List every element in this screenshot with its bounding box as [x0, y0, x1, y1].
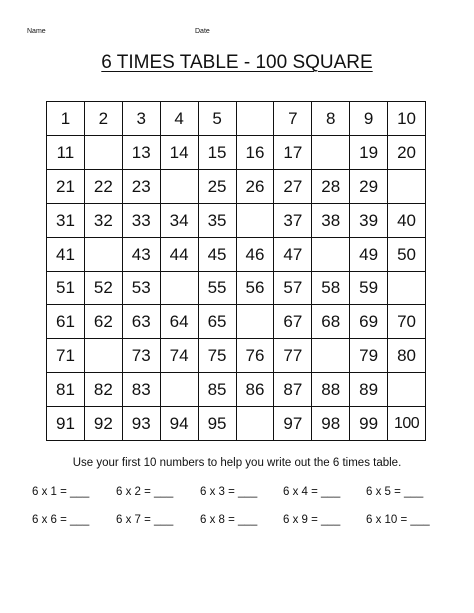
grid-cell: 74	[161, 339, 199, 373]
grid-cell-blank	[388, 272, 426, 306]
grid-cell: 37	[274, 204, 312, 238]
grid-cell: 14	[161, 136, 199, 170]
grid-cell: 85	[199, 373, 237, 407]
grid-cell: 34	[161, 204, 199, 238]
equation-6x6: 6 x 6 = ___	[32, 514, 90, 526]
page-title: 6 TIMES TABLE - 100 SQUARE	[101, 52, 373, 73]
grid-cell-blank	[237, 204, 275, 238]
grid-cell: 100	[388, 407, 426, 441]
grid-cell-blank	[161, 170, 199, 204]
grid-cell-blank	[388, 170, 426, 204]
grid-cell: 69	[350, 305, 388, 339]
equation-row-1	[0, 484, 474, 500]
grid-cell: 17	[274, 136, 312, 170]
grid-cell: 33	[123, 204, 161, 238]
date-label: Date	[195, 28, 210, 35]
grid-cell-blank	[388, 373, 426, 407]
grid-cell: 93	[123, 407, 161, 441]
grid-cell: 98	[312, 407, 350, 441]
equation-6x5: 6 x 5 = ___	[366, 486, 424, 498]
grid-cell: 50	[388, 238, 426, 272]
grid-cell: 52	[85, 272, 123, 306]
grid-cell: 57	[274, 272, 312, 306]
grid-cell: 88	[312, 373, 350, 407]
grid-cell-blank	[312, 238, 350, 272]
grid-cell: 77	[274, 339, 312, 373]
equation-6x7: 6 x 7 = ___	[116, 514, 174, 526]
grid-cell-blank	[312, 339, 350, 373]
equation-6x4: 6 x 4 = ___	[283, 486, 341, 498]
grid-cell: 71	[47, 339, 85, 373]
grid-cell: 23	[123, 170, 161, 204]
grid-cell: 29	[350, 170, 388, 204]
grid-cell: 47	[274, 238, 312, 272]
grid-cell: 10	[388, 102, 426, 136]
grid-cell: 97	[274, 407, 312, 441]
grid-cell: 28	[312, 170, 350, 204]
grid-cell: 43	[123, 238, 161, 272]
grid-cell: 56	[237, 272, 275, 306]
equation-6x3: 6 x 3 = ___	[200, 486, 258, 498]
grid-cell: 41	[47, 238, 85, 272]
grid-cell: 7	[274, 102, 312, 136]
grid-cell: 44	[161, 238, 199, 272]
grid-cell: 16	[237, 136, 275, 170]
grid-cell: 87	[274, 373, 312, 407]
grid-cell: 62	[85, 305, 123, 339]
grid-cell: 86	[237, 373, 275, 407]
name-label: Name	[27, 28, 46, 35]
grid-cell: 65	[199, 305, 237, 339]
hundred-square-grid	[46, 101, 426, 441]
grid-cell-blank	[85, 339, 123, 373]
grid-cell: 64	[161, 305, 199, 339]
equation-row-2	[0, 512, 474, 528]
grid-cell: 9	[350, 102, 388, 136]
grid-cell: 2	[85, 102, 123, 136]
grid-cell: 46	[237, 238, 275, 272]
grid-cell: 26	[237, 170, 275, 204]
grid-cell: 31	[47, 204, 85, 238]
grid-cell: 94	[161, 407, 199, 441]
grid-cell: 67	[274, 305, 312, 339]
grid-cell: 3	[123, 102, 161, 136]
grid-cell: 27	[274, 170, 312, 204]
equation-6x2: 6 x 2 = ___	[116, 486, 174, 498]
grid-cell: 91	[47, 407, 85, 441]
grid-cell: 19	[350, 136, 388, 170]
grid-cell: 35	[199, 204, 237, 238]
grid-cell: 49	[350, 238, 388, 272]
grid-cell: 39	[350, 204, 388, 238]
grid-cell: 22	[85, 170, 123, 204]
grid-cell: 95	[199, 407, 237, 441]
grid-cell: 63	[123, 305, 161, 339]
grid-cell: 40	[388, 204, 426, 238]
grid-cell-blank	[85, 238, 123, 272]
grid-cell: 13	[123, 136, 161, 170]
grid-cell: 81	[47, 373, 85, 407]
grid-cell: 38	[312, 204, 350, 238]
equation-6x9: 6 x 9 = ___	[283, 514, 341, 526]
grid-cell: 11	[47, 136, 85, 170]
grid-cell: 68	[312, 305, 350, 339]
grid-cell: 20	[388, 136, 426, 170]
grid-cell: 45	[199, 238, 237, 272]
grid-cell: 51	[47, 272, 85, 306]
grid-cell: 83	[123, 373, 161, 407]
grid-cell: 80	[388, 339, 426, 373]
grid-cell-blank	[161, 373, 199, 407]
grid-cell: 5	[199, 102, 237, 136]
grid-cell: 99	[350, 407, 388, 441]
grid-cell: 92	[85, 407, 123, 441]
grid-cell: 89	[350, 373, 388, 407]
grid-cell: 55	[199, 272, 237, 306]
grid-cell-blank	[237, 407, 275, 441]
grid-cell: 4	[161, 102, 199, 136]
grid-cell: 58	[312, 272, 350, 306]
grid-cell: 70	[388, 305, 426, 339]
equation-6x10: 6 x 10 = ___	[366, 514, 430, 526]
equation-6x8: 6 x 8 = ___	[200, 514, 258, 526]
grid-cell: 15	[199, 136, 237, 170]
grid-cell: 76	[237, 339, 275, 373]
grid-cell-blank	[237, 102, 275, 136]
grid-cell: 82	[85, 373, 123, 407]
grid-cell: 25	[199, 170, 237, 204]
grid-cell: 53	[123, 272, 161, 306]
grid-cell: 21	[47, 170, 85, 204]
instruction-text: Use your first 10 numbers to help you write out the 6 times table.	[72, 457, 402, 469]
grid-cell: 1	[47, 102, 85, 136]
grid-cell: 32	[85, 204, 123, 238]
grid-cell-blank	[237, 305, 275, 339]
grid-cell: 73	[123, 339, 161, 373]
grid-cell: 61	[47, 305, 85, 339]
grid-cell: 75	[199, 339, 237, 373]
grid-cell-blank	[85, 136, 123, 170]
grid-cell: 8	[312, 102, 350, 136]
grid-cell: 59	[350, 272, 388, 306]
grid-cell-blank	[161, 272, 199, 306]
grid-cell: 79	[350, 339, 388, 373]
equation-6x1: 6 x 1 = ___	[32, 486, 90, 498]
grid-cell-blank	[312, 136, 350, 170]
